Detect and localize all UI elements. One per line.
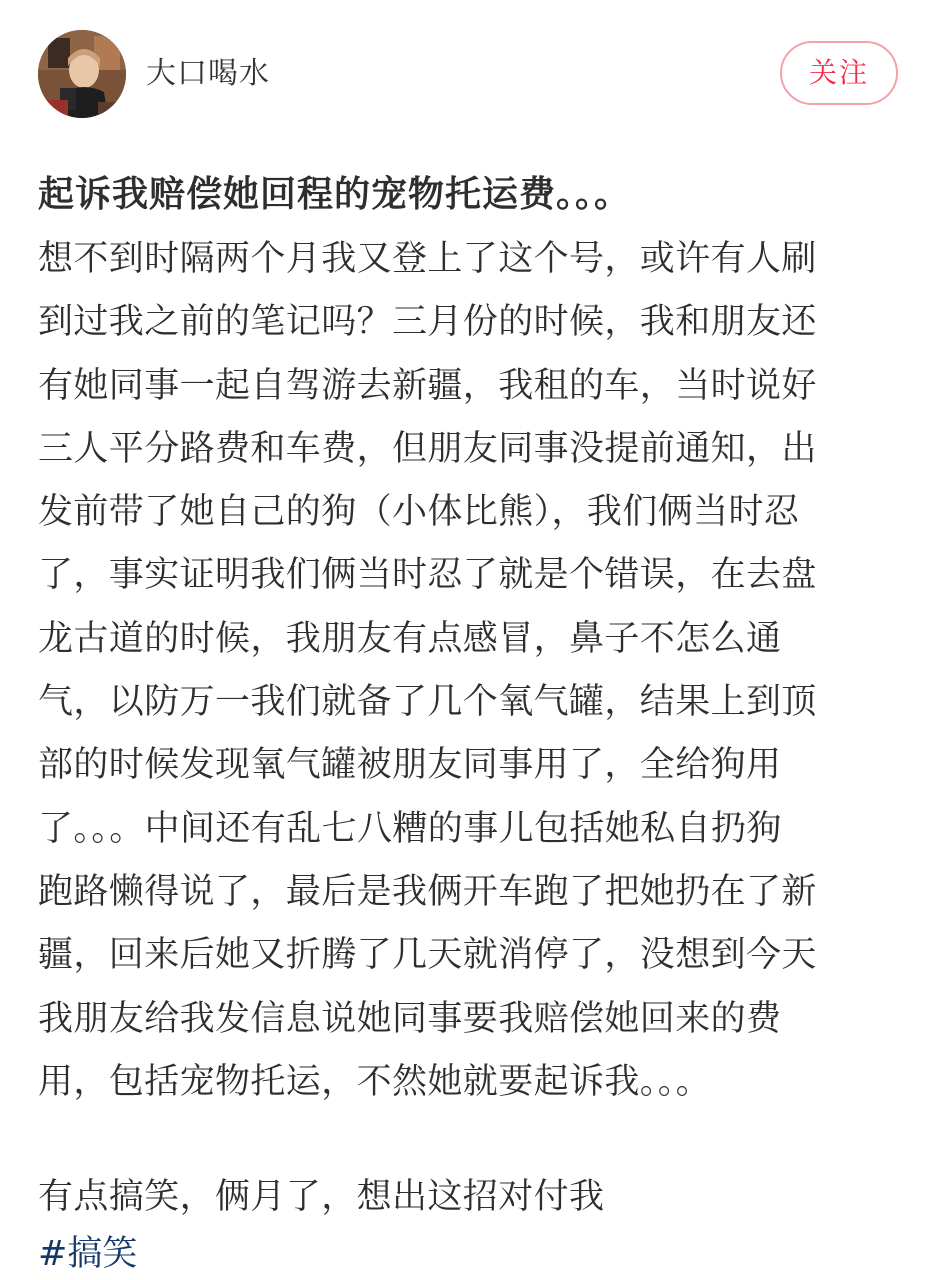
post-header: [0, 0, 939, 150]
post-body-line: 疆，回来后她又折腾了几天就消停了，没想到今天: [38, 935, 817, 976]
post-closing-line: 有点搞笑，俩月了，想出这招对付我: [38, 1177, 605, 1217]
post-title: 起诉我赔偿她回程的宠物托运费。。。: [38, 174, 632, 215]
post-body-line: 跑路懒得说了，最后是我俩开车跑了把她扔在了新: [38, 871, 817, 912]
avatar-image: [38, 30, 126, 118]
post-body-line: 部的时候发现氧气罐被朋友同事用了，全给狗用: [38, 745, 782, 786]
author-avatar[interactable]: [38, 30, 126, 118]
hashtag-link[interactable]: #搞笑: [38, 1234, 138, 1274]
post-body-line: 有她同事一起自驾游去新疆，我租的车，当时说好: [38, 365, 817, 406]
post-body-line: 气，以防万一我们就备了几个氧气罐，结果上到顶: [38, 682, 817, 723]
post-body-line: 了，事实证明我们俩当时忍了就是个错误，在去盘: [38, 555, 817, 596]
post-body-line: 三人平分路费和车费，但朋友同事没提前通知，出: [38, 428, 817, 469]
follow-button[interactable]: 关注: [780, 41, 898, 105]
post-body: [38, 228, 878, 1114]
post-body-line: 想不到时隔两个月我又登上了这个号，或许有人刷: [38, 239, 817, 279]
post-body-line: 用，包括宠物托运，不然她就要起诉我。。。: [38, 1061, 712, 1102]
post-body-line: 龙古道的时候，我朋友有点感冒，鼻子不怎么通: [38, 618, 782, 659]
post-body-line: 到过我之前的笔记吗？三月份的时候，我和朋友还: [38, 302, 817, 343]
author-name[interactable]: 大口喝水: [146, 56, 270, 91]
post-body-line: 发前带了她自己的狗（小体比熊），我们俩当时忍: [38, 492, 800, 533]
post-body-line: 了。。。中间还有乱七八糟的事儿包括她私自扔狗: [38, 808, 782, 849]
post-body-line: 我朋友给我发信息说她同事要我赔偿她回来的费: [38, 998, 782, 1039]
